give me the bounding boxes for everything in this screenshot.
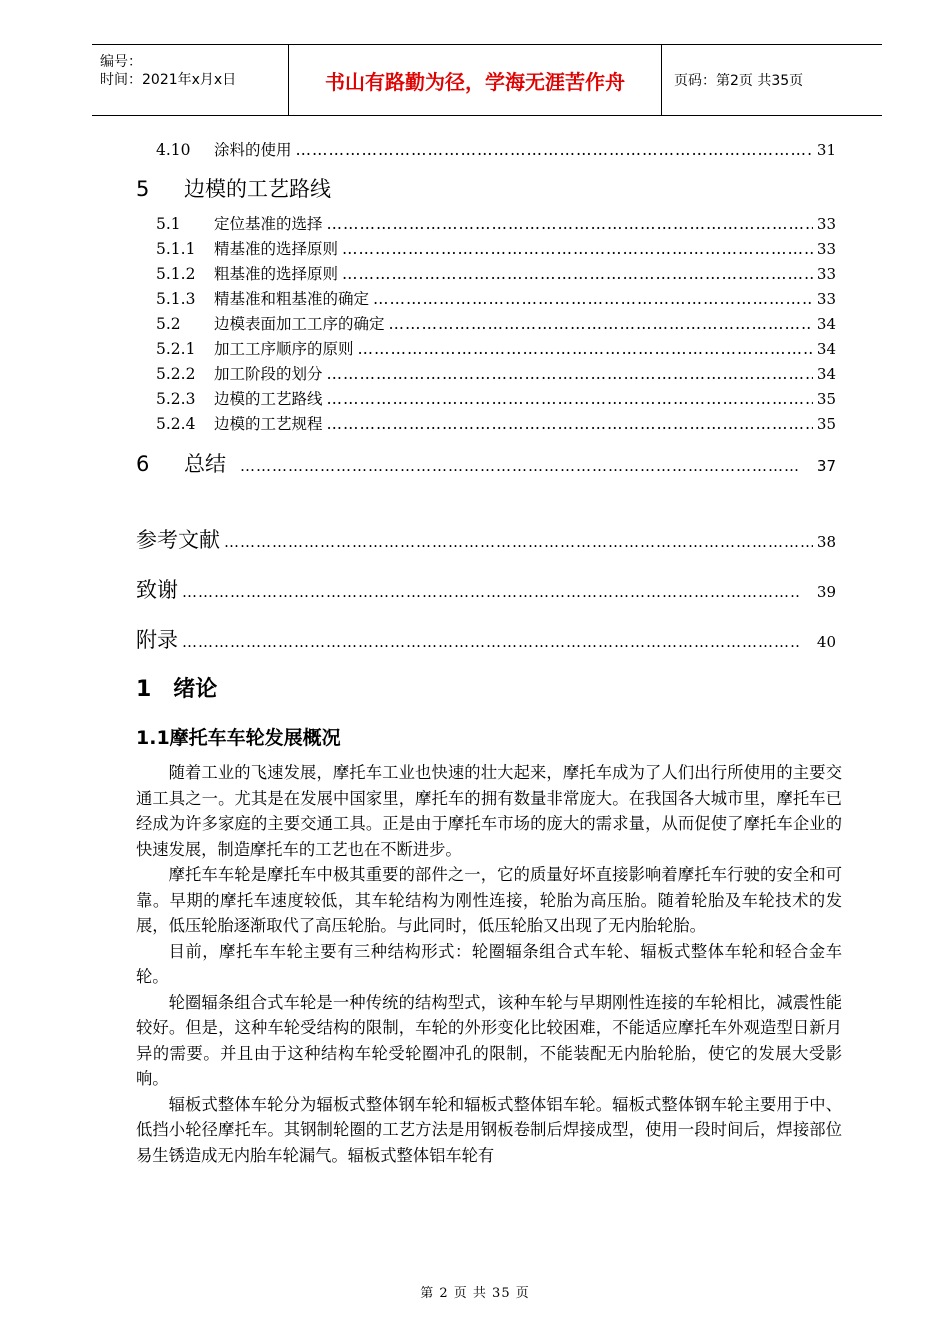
toc-entry-number: 5.2 [156, 315, 181, 333]
toc-entry-page: 31 [816, 141, 836, 159]
toc-entry-page: 34 [816, 340, 836, 358]
toc-entry[interactable] [156, 337, 836, 359]
toc-entry-page: 39 [816, 583, 836, 601]
toc-entry-title: 精基准的选择原则 [214, 240, 339, 258]
page-footer: 第 2 页 共 35 页 [420, 1286, 530, 1301]
section-title: 1.1摩托车车轮发展概况 [136, 727, 341, 749]
toc-entry-page: 34 [816, 315, 836, 333]
toc-entry-number: 4.10 [156, 141, 191, 159]
toc-entry-number: 5.1 [156, 215, 181, 233]
toc-entry-title: 边模的工艺路线 [214, 390, 323, 408]
toc-entry[interactable] [156, 387, 836, 409]
toc-entry-number: 5.2.3 [156, 390, 196, 408]
toc-entry-title: 参考文献 [136, 528, 220, 552]
toc-leader [342, 240, 813, 258]
toc-entry-acknowledgements[interactable] [136, 574, 836, 604]
paragraph: 辐板式整体车轮分为辐板式整体钢车轮和辐板式整体铝车轮。辐板式整体钢车轮主要用于中、低挡小轮径摩托车。其钢制轮圈的工艺方法是用钢板卷制后焊接成型，使用一段时间后，焊接部位易生锈造成无内胎车轮漏气。辐板式整体铝车轮有 [136, 1094, 842, 1165]
toc-entry-page: 33 [816, 265, 836, 283]
header-meta-cell [92, 45, 289, 115]
toc-entry-title: 粗基准的选择原则 [214, 265, 339, 283]
toc-leader [296, 141, 813, 159]
page-header [92, 44, 882, 116]
toc-entry-page: 35 [816, 415, 836, 433]
paragraph: 摩托车车轮是摩托车中极其重要的部件之一，它的质量好坏直接影响着摩托车行驶的安全和可靠。早期的摩托车速度较低，其车轮结构为刚性连接，轮胎为高压胎。随着轮胎及车轮技术的发展，低压轮胎逐渐取代了高压轮胎。与此同时，低压轮胎又出现了无内胎轮胎。 [136, 865, 842, 935]
header-motto: 书山有路勤为径，学海无涯苦作舟 [289, 45, 662, 115]
toc-entry-title: 加工工序顺序的原则 [214, 340, 354, 358]
toc-entry-appendix[interactable] [136, 624, 836, 654]
paragraph: 轮圈辐条组合式车轮是一种传统的结构型式，该种车轮与早期刚性连接的车轮相比，减震性能较好。但是，这种车轮受结构的限制，车轮的外形变化比较困难，不能适应摩托车外观造型日新月异的需要。并且由于这种结构车轮受轮圈冲孔的限制，不能装配无内胎轮胎，使它的发展大受影响。 [136, 992, 842, 1088]
paragraph: 目前，摩托车车轮主要有三种结构形式：轮圈辐条组合式车轮、辐板式整体车轮和轻合金车轮。 [136, 941, 842, 986]
toc-entry-page: 33 [816, 240, 836, 258]
toc-entry-number: 5.1.3 [156, 290, 196, 308]
toc-entry-number: 5.1.1 [156, 240, 196, 258]
body-text [136, 760, 842, 1168]
toc-entry-chapter[interactable] [136, 448, 836, 478]
toc-leader [224, 533, 813, 551]
toc-leader [373, 290, 813, 308]
toc-leader [240, 457, 799, 475]
toc-entry[interactable] [156, 138, 836, 160]
toc-entry-references[interactable] [136, 524, 836, 554]
toc-entry[interactable] [156, 312, 836, 334]
header-time-label: 时间：2021年x月x日 [100, 72, 237, 88]
toc-entry-page: 37 [816, 457, 836, 475]
toc-entry[interactable] [156, 412, 836, 434]
toc-entry-number: 5 [136, 177, 150, 201]
toc-entry[interactable] [156, 262, 836, 284]
toc-entry-title: 定位基准的选择 [214, 215, 323, 233]
toc-entry-number: 5.2.2 [156, 365, 196, 383]
toc-entry-page: 33 [816, 290, 836, 308]
toc-entry[interactable] [156, 362, 836, 384]
toc-entry-number: 6 [136, 452, 150, 476]
toc-entry-title: 涂料的使用 [214, 141, 292, 159]
toc-entry-title: 加工阶段的划分 [214, 365, 323, 383]
toc-entry-page: 35 [816, 390, 836, 408]
toc-entry-title: 附录 [136, 628, 178, 652]
toc-leader [342, 265, 813, 283]
toc-entry-page: 34 [816, 365, 836, 383]
toc-entry-number: 5.2.1 [156, 340, 196, 358]
toc-leader [327, 390, 813, 408]
toc-entry-title: 致谢 [136, 578, 178, 602]
toc-leader [358, 340, 813, 358]
toc-entry-page: 40 [816, 633, 836, 651]
toc-entry-page: 38 [816, 533, 836, 551]
toc-entry-title: 边模的工艺规程 [214, 415, 323, 433]
toc-leader [327, 365, 813, 383]
paragraph: 随着工业的飞速发展，摩托车工业也快速的壮大起来，摩托车成为了人们出行所使用的主要交通工具之一。尤其是在发展中国家里，摩托车的拥有数量非常庞大。在我国各大城市里，摩托车已经成为许多家庭的主要交通工具。正是由于摩托车市场的庞大的需求量，从而促使了摩托车企业的快速发展，制造摩托车的工艺也在不断进步。 [136, 763, 842, 859]
toc-entry[interactable] [156, 237, 836, 259]
header-page-info: 页码：第2页 共35页 [674, 73, 804, 89]
chapter-title: 1 绪论 [136, 677, 218, 702]
toc-leader [327, 215, 813, 233]
toc-entry-chapter[interactable] [136, 173, 331, 203]
toc-entry-title: 总结 [184, 452, 226, 476]
toc-entry-title: 边模的工艺路线 [184, 177, 331, 201]
toc-leader [182, 583, 799, 601]
toc-leader [182, 633, 799, 651]
toc-entry-title: 精基准和粗基准的确定 [214, 290, 370, 308]
toc-entry[interactable] [156, 287, 836, 309]
toc-entry-number: 5.2.4 [156, 415, 196, 433]
toc-entry-page: 33 [816, 215, 836, 233]
toc-leader [327, 415, 813, 433]
header-number-label: 编号： [100, 54, 142, 70]
toc-entry-title: 边模表面加工工序的确定 [214, 315, 385, 333]
toc-leader [389, 315, 813, 333]
toc-entry-number: 5.1.2 [156, 265, 196, 283]
toc-entry[interactable] [156, 212, 836, 234]
